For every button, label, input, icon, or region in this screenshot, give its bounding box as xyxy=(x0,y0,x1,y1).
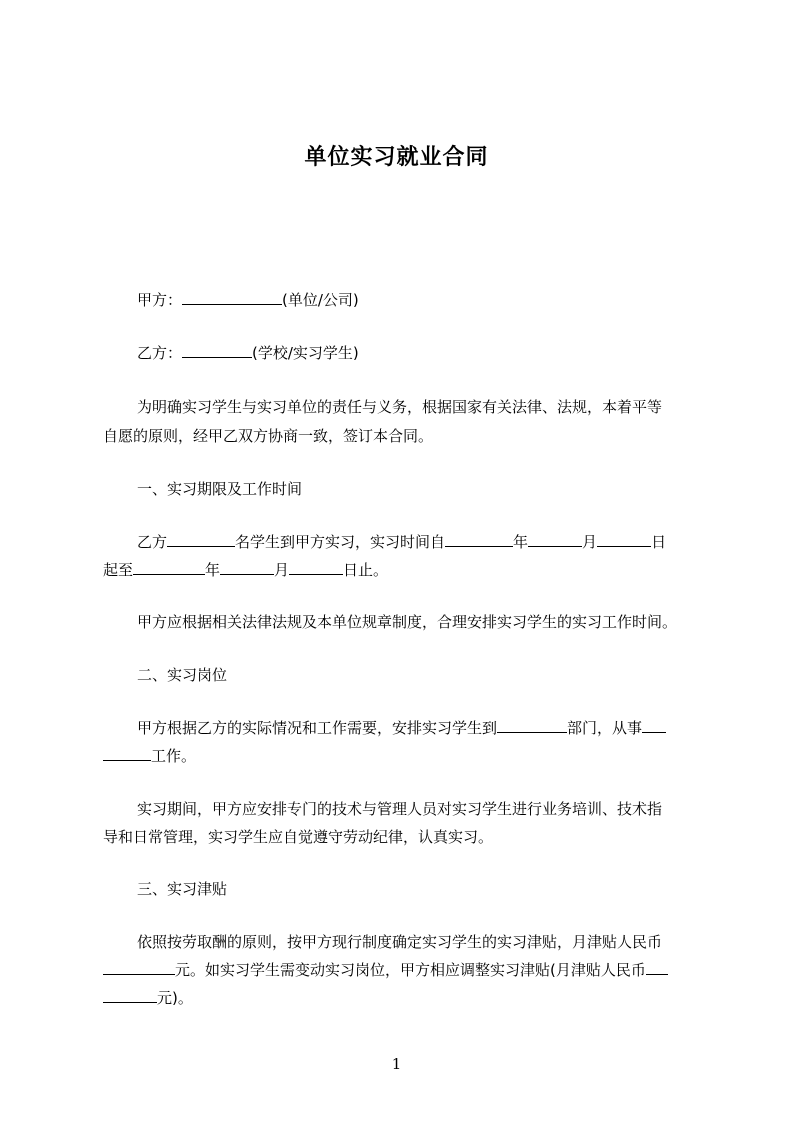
start-day-blank xyxy=(597,532,651,547)
adjusted-allowance-blank-part2 xyxy=(103,988,157,1003)
s1p1-t6: 起至 xyxy=(103,561,134,579)
document-title: 单位实习就业合同 xyxy=(304,145,489,170)
job-blank-part2 xyxy=(103,746,151,761)
party-a-line xyxy=(103,290,737,310)
intro-line-1: 为明确实习学生与实习单位的责任与义务，根据国家有关法律、法规，本着平等 xyxy=(137,398,663,416)
party-b-suffix: (学校/实习学生) xyxy=(252,344,359,362)
s2p1-t1: 甲方根据乙方的实际情况和工作需要，安排实习学生到 xyxy=(137,719,498,737)
start-month-blank xyxy=(528,532,582,547)
section3-p1-line1: 依照按劳取酬的原则，按甲方现行制度确定实习学生的实习津贴，月津贴人民币 xyxy=(137,933,663,951)
end-day-blank xyxy=(289,560,343,575)
s1p1-t7: 年 xyxy=(205,561,221,579)
party-b-blank xyxy=(182,343,252,358)
section1-p2: 甲方应根据相关法律法规及本单位规章制度，合理安排实习学生的实习工作时间。 xyxy=(137,613,678,631)
s3p1-t1: 元。如实习学生需变动实习岗位，甲方相应调整实习津贴(月津贴人民币 xyxy=(175,961,646,979)
allowance-amount-blank xyxy=(103,960,175,975)
student-count-blank xyxy=(167,532,235,547)
section3-heading: 三、实习津贴 xyxy=(137,880,228,898)
end-year-blank xyxy=(133,560,205,575)
party-a-label: 甲方： xyxy=(137,291,183,309)
department-blank xyxy=(497,718,567,733)
section2-heading: 二、实习岗位 xyxy=(137,666,228,684)
section1-heading: 一、实习期限及工作时间 xyxy=(137,480,303,498)
section2-p1-line1 xyxy=(103,718,737,738)
s1p1-t5: 日 xyxy=(651,533,667,551)
s1p1-t8: 月 xyxy=(274,561,290,579)
section3-p1-line2 xyxy=(103,960,703,980)
s1p1-t4: 月 xyxy=(582,533,598,551)
section2-p1-line2 xyxy=(103,746,703,766)
section2-p2-line2: 导和日常管理，实习学生应自觉遵守劳动纪律，认真实习。 xyxy=(103,828,494,846)
s2p1-t2: 部门，从事 xyxy=(567,719,643,737)
party-a-blank xyxy=(182,290,282,305)
section2-p2-line1: 实习期间，甲方应安排专门的技术与管理人员对实习学生进行业务培训、技术指 xyxy=(137,800,663,818)
page-number: 1 xyxy=(391,1055,402,1073)
party-a-suffix: (单位/公司) xyxy=(282,291,359,309)
section3-p1-line3 xyxy=(103,988,703,1008)
intro-line-2: 自愿的原则，经甲乙双方协商一致，签订本合同。 xyxy=(103,427,434,445)
s3p1-t2: 元)。 xyxy=(157,989,193,1007)
start-year-blank xyxy=(445,532,513,547)
section1-p1-line2 xyxy=(103,560,703,580)
section1-p1-line1 xyxy=(103,532,737,552)
s1p1-t9: 日止。 xyxy=(343,561,389,579)
s1p1-t2: 名学生到甲方实习，实习时间自 xyxy=(235,533,446,551)
job-blank-part1 xyxy=(642,718,666,733)
party-b-label: 乙方： xyxy=(137,344,183,362)
end-month-blank xyxy=(220,560,274,575)
adjusted-allowance-blank-part1 xyxy=(646,960,668,975)
s1p1-t3: 年 xyxy=(513,533,529,551)
s1p1-t1: 乙方 xyxy=(137,533,168,551)
party-b-line xyxy=(103,343,737,363)
s2p1-t3: 工作。 xyxy=(151,747,197,765)
